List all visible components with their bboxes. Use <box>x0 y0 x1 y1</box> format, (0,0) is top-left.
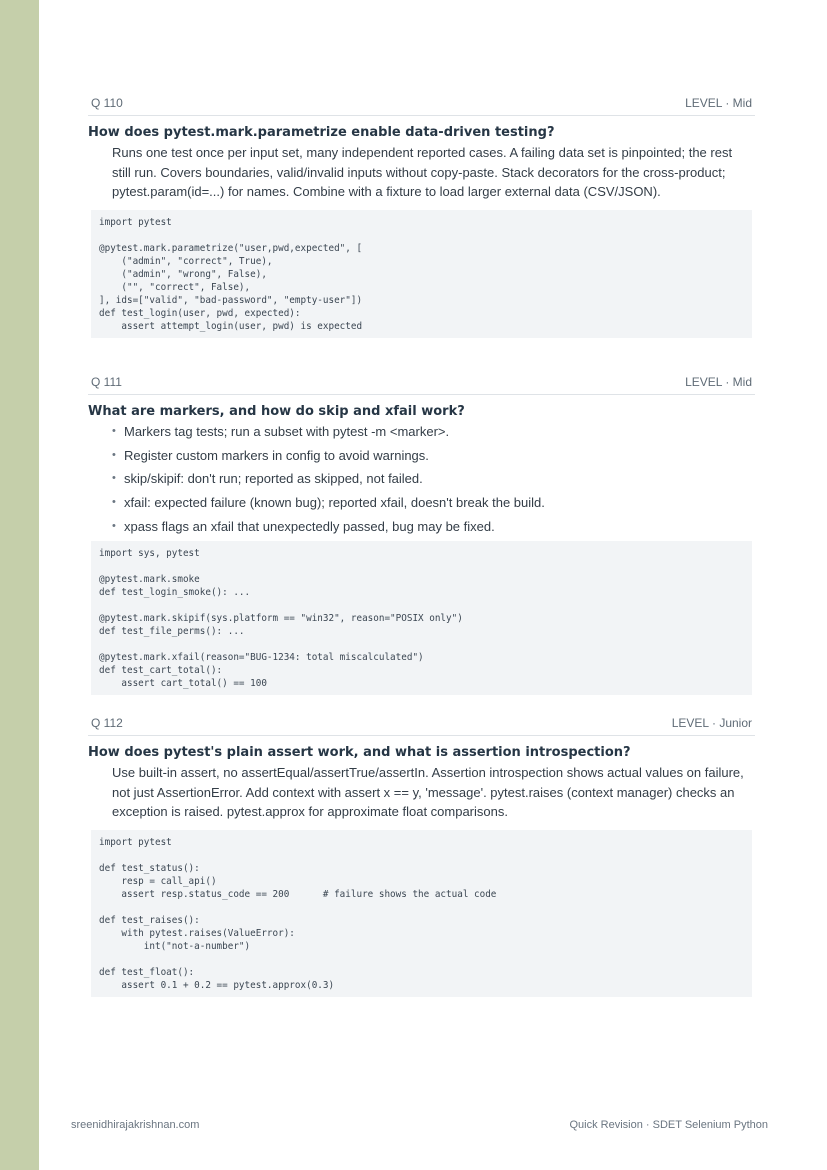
question-number: Q 111 <box>91 375 122 389</box>
code-block <box>91 830 752 997</box>
question-header <box>88 712 755 736</box>
code-line: assert resp.status_code == 200 # failure shows the actual code <box>99 888 497 900</box>
code-line: int("not-a-number") <box>99 940 251 952</box>
bullet-item: • Register custom markers in config to avoid warnings. <box>112 447 755 464</box>
code-line: ("", "correct", False), <box>99 281 251 293</box>
code-line: def test_float(): <box>99 966 195 978</box>
code-line: assert 0.1 + 0.2 == pytest.approx(0.3) <box>99 979 335 991</box>
question-title: How does pytest's plain assert work, and what is assertion introspection? <box>88 745 631 760</box>
code-line: ("admin", "correct", True), <box>99 255 273 267</box>
question-112 <box>88 712 755 997</box>
code-line: def test_login(user, pwd, expected): <box>99 307 301 319</box>
question-header <box>88 92 755 116</box>
bullet-item: • Markers tag tests; run a subset with pytest -m <marker>. <box>112 423 755 440</box>
code-line: @pytest.mark.xfail(reason="BUG-1234: total miscalculated") <box>99 652 424 664</box>
question-title: What are markers, and how do skip and xfail work? <box>88 404 465 419</box>
code-block <box>91 541 752 695</box>
code-line: @pytest.mark.skipif(sys.platform == "win32", reason="POSIX only") <box>99 613 463 625</box>
code-line <box>99 849 744 862</box>
code-line: def test_file_perms(): ... <box>99 626 245 638</box>
code-line: @pytest.mark.parametrize("user,pwd,expected", [ <box>99 242 363 254</box>
question-111 <box>88 371 755 695</box>
code-line <box>99 901 744 914</box>
bullet-item: • xfail: expected failure (known bug); reported xfail, doesn't break the build. <box>112 494 755 511</box>
code-line <box>99 560 744 573</box>
code-line <box>99 229 744 242</box>
code-block <box>91 210 752 338</box>
code-line: def test_cart_total(): <box>99 665 223 677</box>
code-line: def test_login_smoke(): ... <box>99 587 251 599</box>
code-line: import sys, pytest <box>99 548 200 560</box>
code-line: assert attempt_login(user, pwd) is expected <box>99 320 363 332</box>
code-line: import pytest <box>99 216 172 228</box>
question-level: LEVEL · Mid <box>685 375 752 389</box>
code-line <box>99 953 744 966</box>
answer-text: Use built-in assert, no assertEqual/assertTrue/assertIn. Assertion introspection shows actual values on failure, not just AssertionError. Add context with assert x == y, 'message'. pytest.raises (context manager) checks an exception is raised. pytest.approx for approximate float comparisons. <box>112 765 744 819</box>
code-line: import pytest <box>99 836 172 848</box>
question-110 <box>88 92 755 338</box>
bullet-item: • xpass flags an xfail that unexpectedly passed, bug may be fixed. <box>112 518 755 535</box>
code-line: def test_raises(): <box>99 914 200 926</box>
code-line <box>99 638 744 651</box>
code-line: assert cart_total() == 100 <box>99 678 267 690</box>
question-level: LEVEL · Mid <box>685 96 752 110</box>
answer-text: Runs one test once per input set, many independent reported cases. A failing data set is pinpointed; the rest still run. Covers boundaries, valid/invalid inputs without copy-paste. Stack decorators for the cross-product; pytest.param(id=...) for names. Combine with a fixture to load larger external data (CSV/JSON). <box>112 145 733 199</box>
answer-bullet-list <box>112 423 755 535</box>
side-color-band <box>0 0 39 1170</box>
footer-document-title: Quick Revision · SDET Selenium Python <box>569 1119 768 1131</box>
footer-website: sreenidhirajakrishnan.com <box>71 1119 200 1131</box>
bullet-item: • skip/skipif: don't run; reported as skipped, not failed. <box>112 470 755 487</box>
code-line: resp = call_api() <box>99 875 217 887</box>
question-level: LEVEL · Junior <box>671 716 752 730</box>
question-header <box>88 371 755 395</box>
code-line: def test_status(): <box>99 862 200 874</box>
code-line <box>99 599 744 612</box>
code-line: ], ids=["valid", "bad-password", "empty-user"]) <box>99 294 363 306</box>
code-line: @pytest.mark.smoke <box>99 574 200 586</box>
code-line: with pytest.raises(ValueError): <box>99 927 295 939</box>
question-number: Q 110 <box>91 96 123 110</box>
question-number: Q 112 <box>91 716 123 730</box>
code-line: ("admin", "wrong", False), <box>99 268 267 280</box>
question-title: How does pytest.mark.parametrize enable data-driven testing? <box>88 125 555 140</box>
